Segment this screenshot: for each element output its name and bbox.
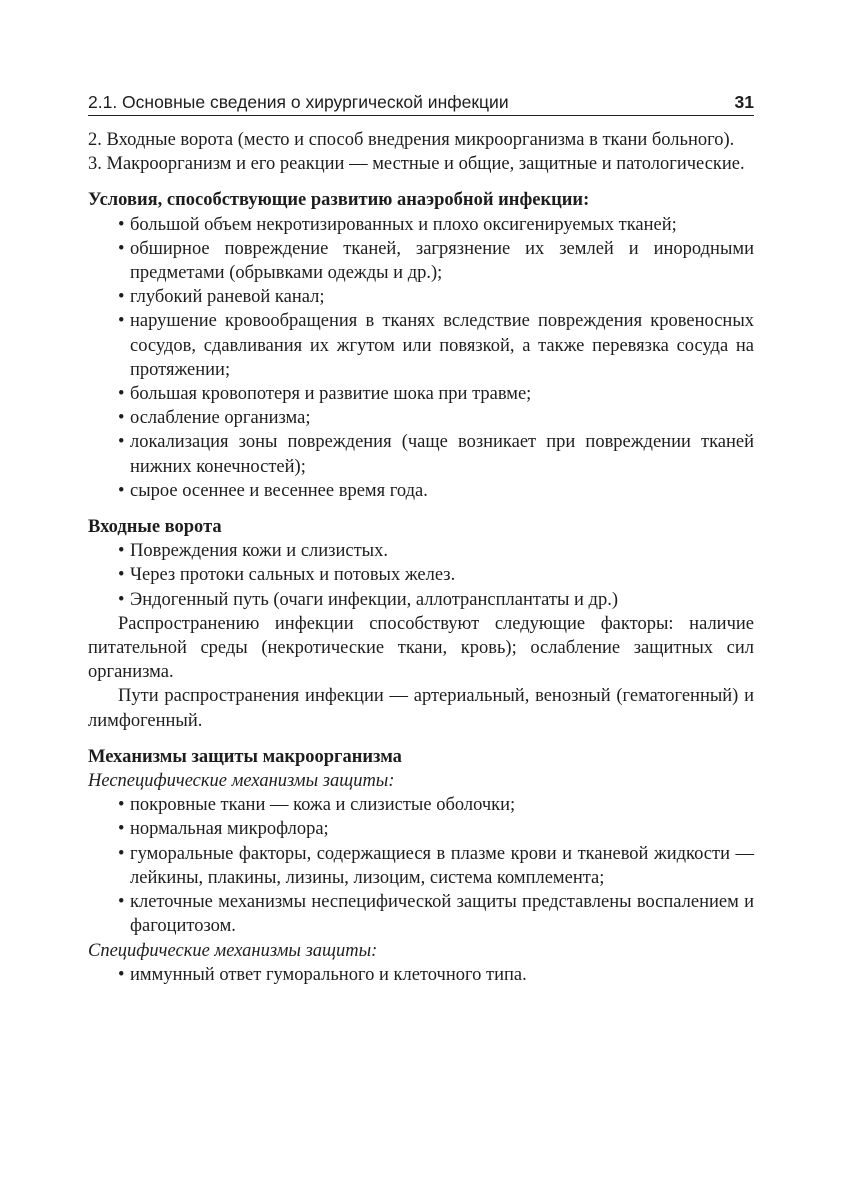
bullet-icon: • [118,238,125,259]
list-item-text: локализация зоны повреждения (чаще возникает при повреждении тканей нижних конечностей); [130,432,754,477]
list-item [118,539,754,563]
list-item-text: большая кровопотеря и развитие шока при травме; [130,384,532,405]
subheading-nonspecific: Неспецифические механизмы защиты: [88,771,395,792]
page-body [88,128,754,987]
list-item-text: обширное повреждение тканей, загрязнение их землей и инородными предметами (обрывками одежды и др.); [130,238,754,284]
running-head [88,89,754,116]
nonspecific-list [88,793,754,938]
bullet-icon: • [118,541,125,562]
list-item-text: ослабление организма; [130,408,311,429]
bullet-icon: • [118,432,125,453]
list-item [118,406,754,430]
list-item [118,213,754,237]
list-item [118,963,754,987]
numbered-item: 3. Макроорганизм и его реакции — местные и общие, защитные и патологические. [88,154,745,175]
bullet-icon: • [118,480,125,501]
bullet-icon: • [118,892,125,913]
bullet-icon: • [118,408,125,429]
list-item-text: иммунный ответ гуморального и клеточного типа. [130,964,527,985]
bullet-icon: • [118,843,125,864]
bullet-icon: • [118,287,125,308]
list-item [118,588,754,612]
bullet-icon: • [118,214,125,235]
list-item-text: сырое осеннее и весеннее время года. [130,480,428,501]
bullet-icon: • [118,819,125,840]
list-item-text: Эндогенный путь (очаги инфекции, аллотрансплантаты и др.) [130,589,619,610]
list-item-text: большой объем некротизированных и плохо оксигенируемых тканей; [130,214,677,235]
bullet-icon: • [118,565,125,586]
numbered-item: 2. Входные ворота (место и способ внедрения микроорганизма в ткани больного). [88,130,735,150]
section-heading-defense-mechanisms: Механизмы защиты макроорганизма [88,746,402,767]
bullet-icon: • [118,384,125,405]
paragraph-spread-routes: Пути распространения инфекции — артериальный, венозный (гематогенный) и лимфогенный. [88,686,754,731]
list-item [118,817,754,841]
page-number: 31 [734,92,754,112]
list-item [118,479,754,503]
list-item-text: Через протоки сальных и потовых желез. [130,565,456,586]
list-item [118,842,754,890]
list-item-text: клеточные механизмы неспецифической защиты представлены воспалением и фагоцитозом. [130,892,754,937]
list-item-text: покровные ткани — кожа и слизистые оболочки; [130,795,516,816]
section-heading-entry-gates: Входные ворота [88,517,222,538]
list-item [118,382,754,406]
list-item [118,890,754,938]
section-heading-anaerobic-conditions: Условия, способствующие развитию анаэробной инфекции: [88,190,590,211]
bullet-icon: • [118,964,125,985]
list-item-text: нормальная микрофлора; [130,819,329,840]
list-item [118,237,754,285]
specific-list [88,963,754,987]
bullet-icon: • [118,589,125,610]
list-item [118,309,754,382]
running-head-title: 2.1. Основные сведения о хирургической инфекции [88,92,509,112]
list-item [118,430,754,478]
list-item-text: Повреждения кожи и слизистых. [130,541,388,562]
list-item-text: глубокий раневой канал; [130,287,325,308]
bullet-icon: • [118,311,125,332]
list-item-text: нарушение кровообращения в тканях вследствие повреждения кровеносных сосудов, сдавливания их жгутом или повязкой, а также перевязка сосуда на протяжении; [130,311,754,380]
anaerobic-conditions-list [88,213,754,503]
paragraph-spread-factors: Распространению инфекции способствуют следующие факторы: наличие питательной среды (некротические ткани, кровь); ослабление защитных сил организма. [88,613,754,683]
list-item [118,285,754,309]
bullet-icon: • [118,795,125,816]
subheading-specific: Специфические механизмы защиты: [88,940,378,961]
list-item-text: гуморальные факторы, содержащиеся в плазме крови и тканевой жидкости — лейкины, плакины, лизины, лизоцим, система комплемента; [130,843,754,888]
entry-gates-list [88,539,754,612]
list-item [118,793,754,817]
list-item [118,563,754,587]
